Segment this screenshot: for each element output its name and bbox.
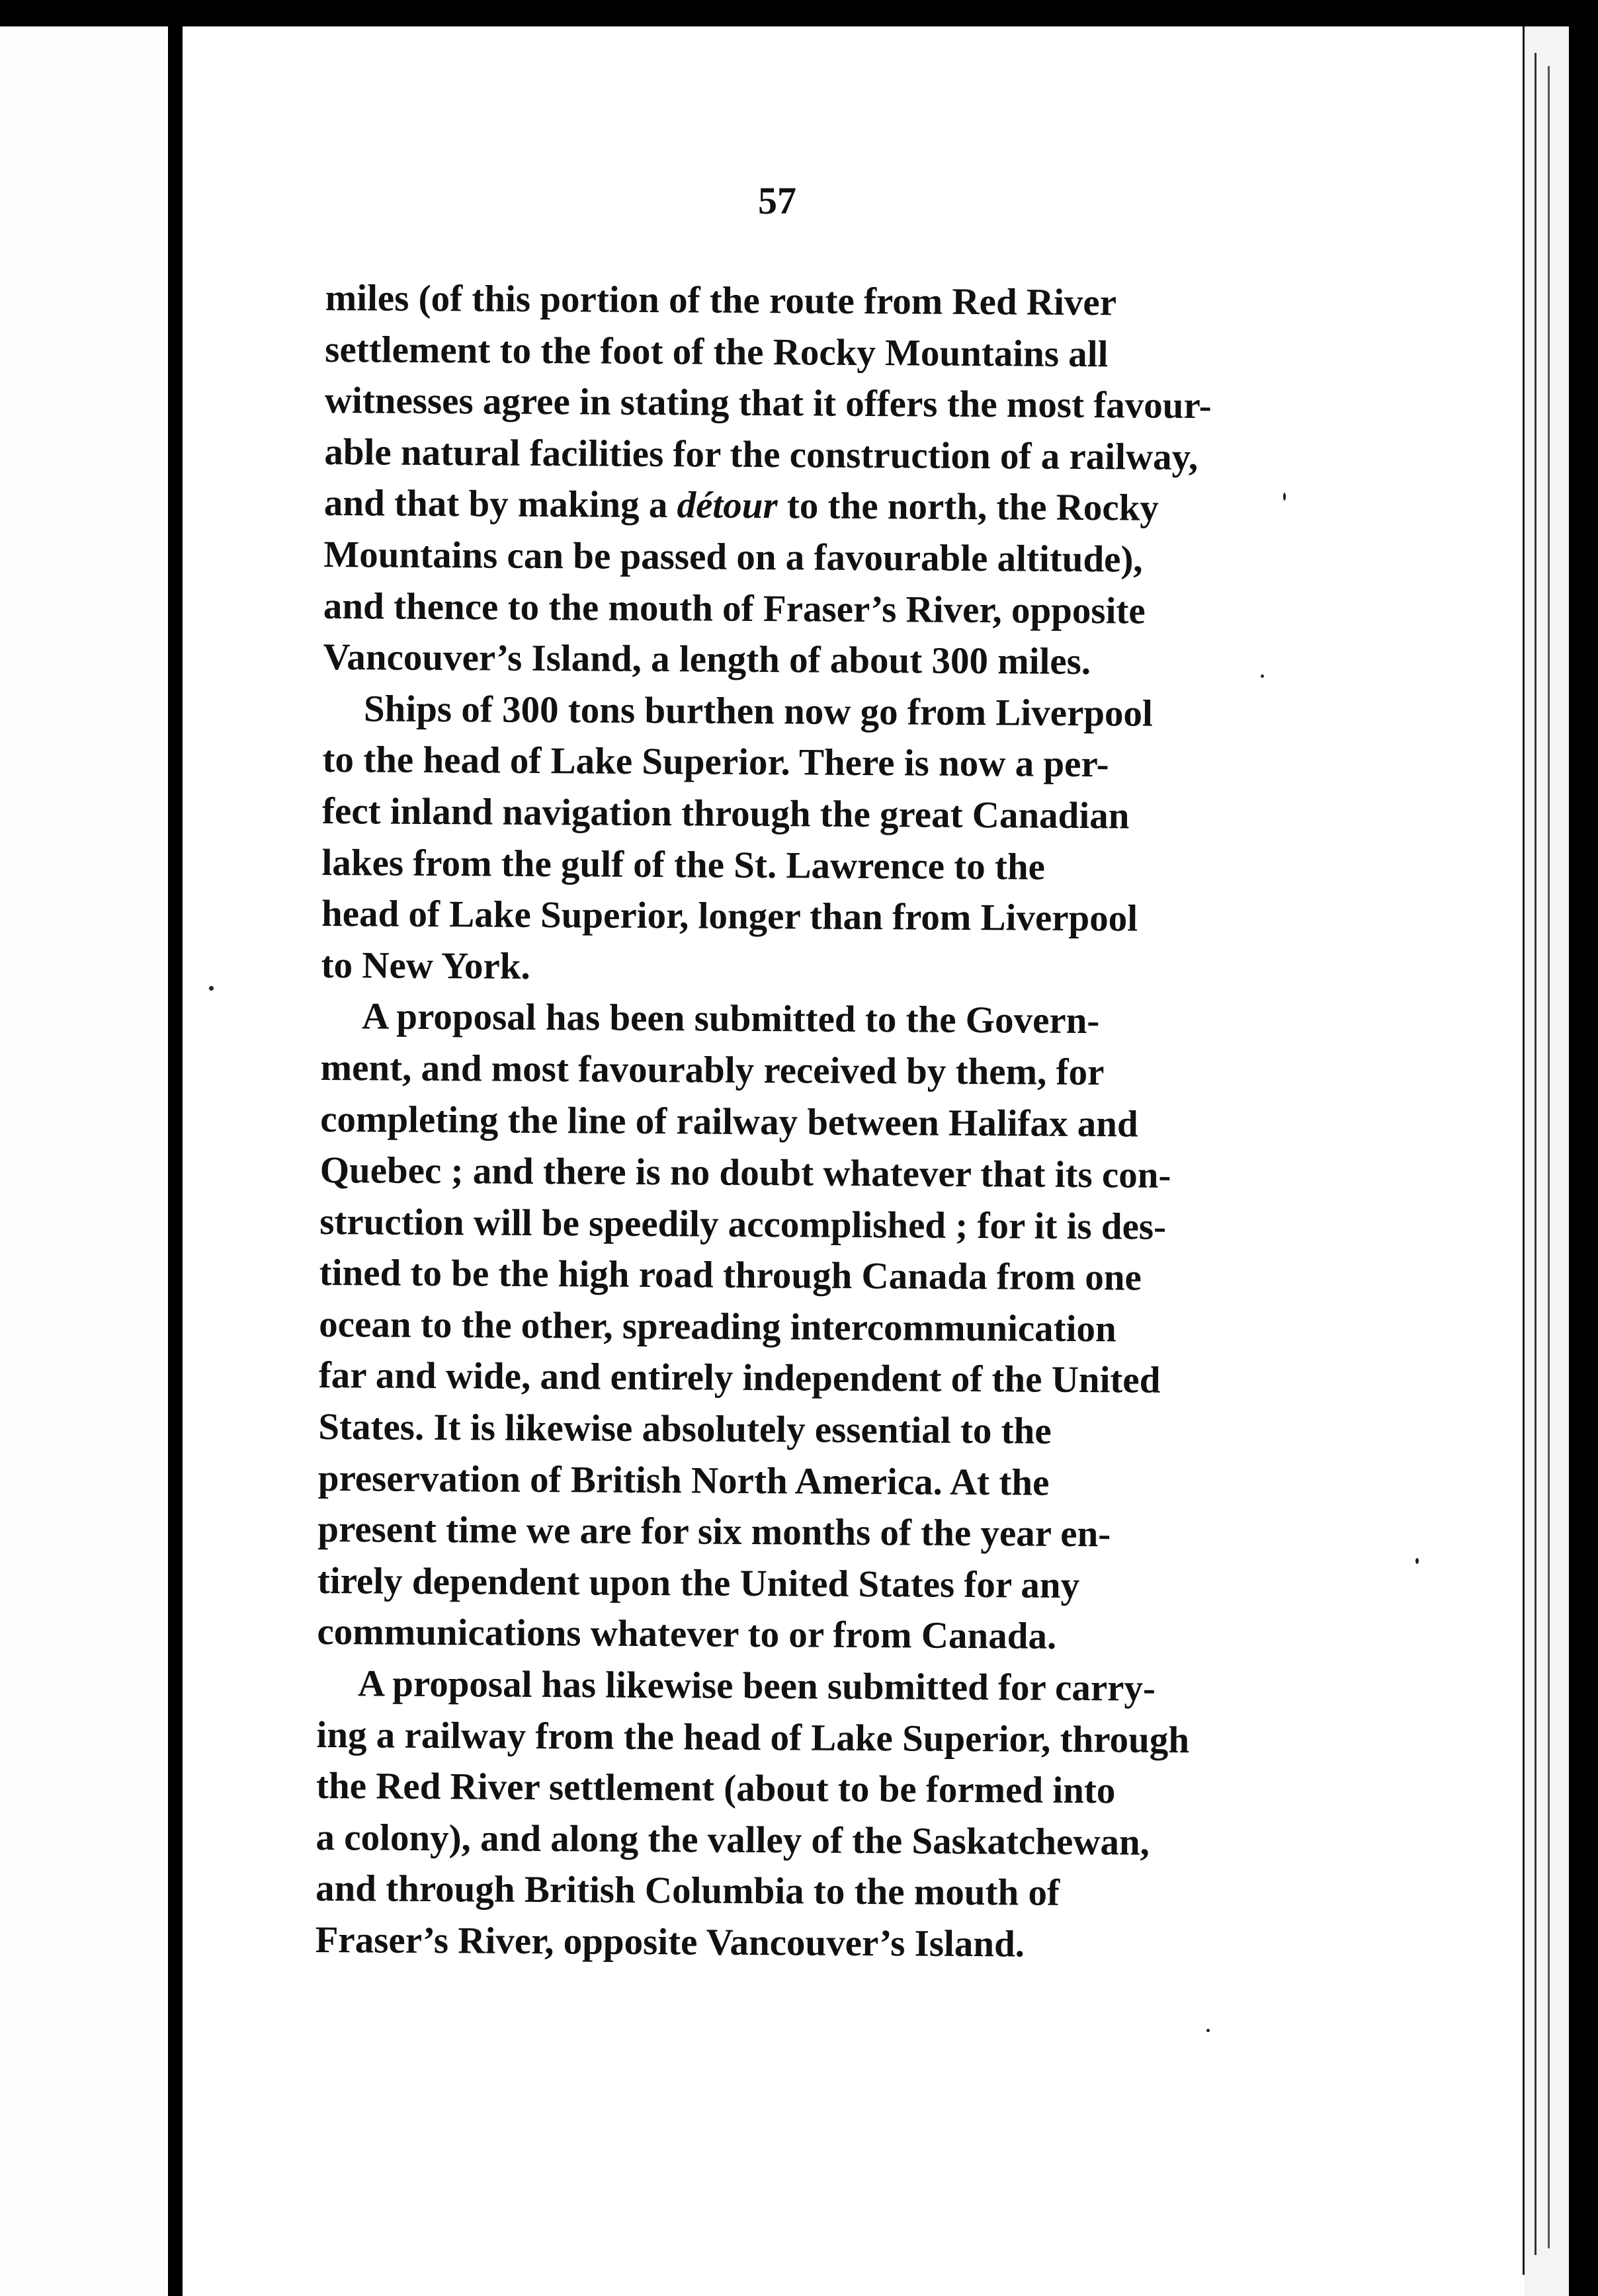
text-line: ocean to the other, spreading intercommunication — [319, 1303, 1116, 1350]
text-line: to the head of Lake Superior. There is now a per- — [322, 739, 1109, 786]
text-line: present time we are for six months of the year en- — [317, 1508, 1111, 1555]
text-line: settlement to the foot of the Rocky Mountains all — [325, 328, 1109, 375]
facing-page-edge — [0, 26, 168, 2296]
text-line: Ships of 300 tons burthen now go from Liverpool — [363, 688, 1154, 735]
text-line: witnesses agree in stating that it offers the most favour- — [324, 380, 1212, 427]
page-stack-edges — [1525, 26, 1569, 2296]
text-line: and that by making a détour to the north, the Rocky — [323, 482, 1159, 530]
text-line: tirely dependent upon the United States for any — [317, 1559, 1080, 1606]
text-line: able natural facilities for the construction of a railway, — [324, 430, 1198, 478]
scan-speck — [209, 986, 214, 991]
text-line: far and wide, and entirely independent of the United — [318, 1354, 1161, 1402]
text-line: miles (of this portion of the route from Red River — [325, 276, 1117, 324]
text-line: ing a railway from the head of Lake Superior, through — [316, 1713, 1190, 1761]
text-line: and through British Columbia to the mouth of — [315, 1867, 1060, 1914]
text-line: Mountains can be passed on a favourable altitude), — [323, 533, 1143, 581]
italic-word: détour — [677, 484, 778, 527]
page-edge-line — [1535, 53, 1536, 2255]
text-line: A proposal has been submitted to the Govern- — [361, 995, 1100, 1042]
text-line: lakes from the gulf of the St. Lawrence to the — [321, 841, 1046, 888]
text-line: tined to be the high road through Canada from one — [319, 1252, 1142, 1299]
page-edge-line — [1523, 26, 1525, 2275]
text-line: Quebec ; and there is no doubt whatever that its con- — [319, 1149, 1171, 1196]
text-line: Vancouver’s Island, a length of about 300 miles. — [323, 636, 1091, 683]
scan-speck — [1283, 493, 1286, 501]
text-line: head of Lake Superior, longer than from Liverpool — [321, 893, 1138, 940]
page-edge-line — [1548, 66, 1550, 2248]
film-border-top — [0, 0, 1598, 26]
text-line: fect inland navigation through the great Canadian — [321, 790, 1130, 837]
scan-speck — [1261, 675, 1264, 678]
text-line: and thence to the mouth of Fraser’s River, opposite — [323, 585, 1146, 632]
text-line: A proposal has likewise been submitted for carry- — [357, 1662, 1156, 1709]
text-line: completing the line of railway between Halifax and — [319, 1098, 1138, 1145]
text-line: preservation of British North America. At the — [317, 1457, 1050, 1504]
text-line: to New York. — [321, 944, 530, 987]
text-line: a colony), and along the valley of the Saskatchewan, — [315, 1816, 1150, 1864]
film-border-right — [1569, 0, 1598, 2296]
text-line: communications whatever to or from Canada. — [317, 1611, 1057, 1658]
text-line: States. It is likewise absolutely essential to the — [318, 1406, 1052, 1452]
text-line: Fraser’s River, opposite Vancouver’s Island. — [315, 1918, 1025, 1965]
text-line: ment, and most favourably received by them, for — [320, 1046, 1105, 1094]
scan-speck — [1415, 1558, 1419, 1564]
book-gutter — [168, 0, 183, 2296]
text-line: struction will be speedily accomplished ; for it is des- — [319, 1200, 1167, 1248]
text-line: the Red River settlement (about to be formed into — [315, 1765, 1116, 1812]
page-number: 57 — [758, 179, 796, 222]
scan-speck — [1206, 2029, 1210, 2032]
body-text — [315, 272, 1269, 1971]
